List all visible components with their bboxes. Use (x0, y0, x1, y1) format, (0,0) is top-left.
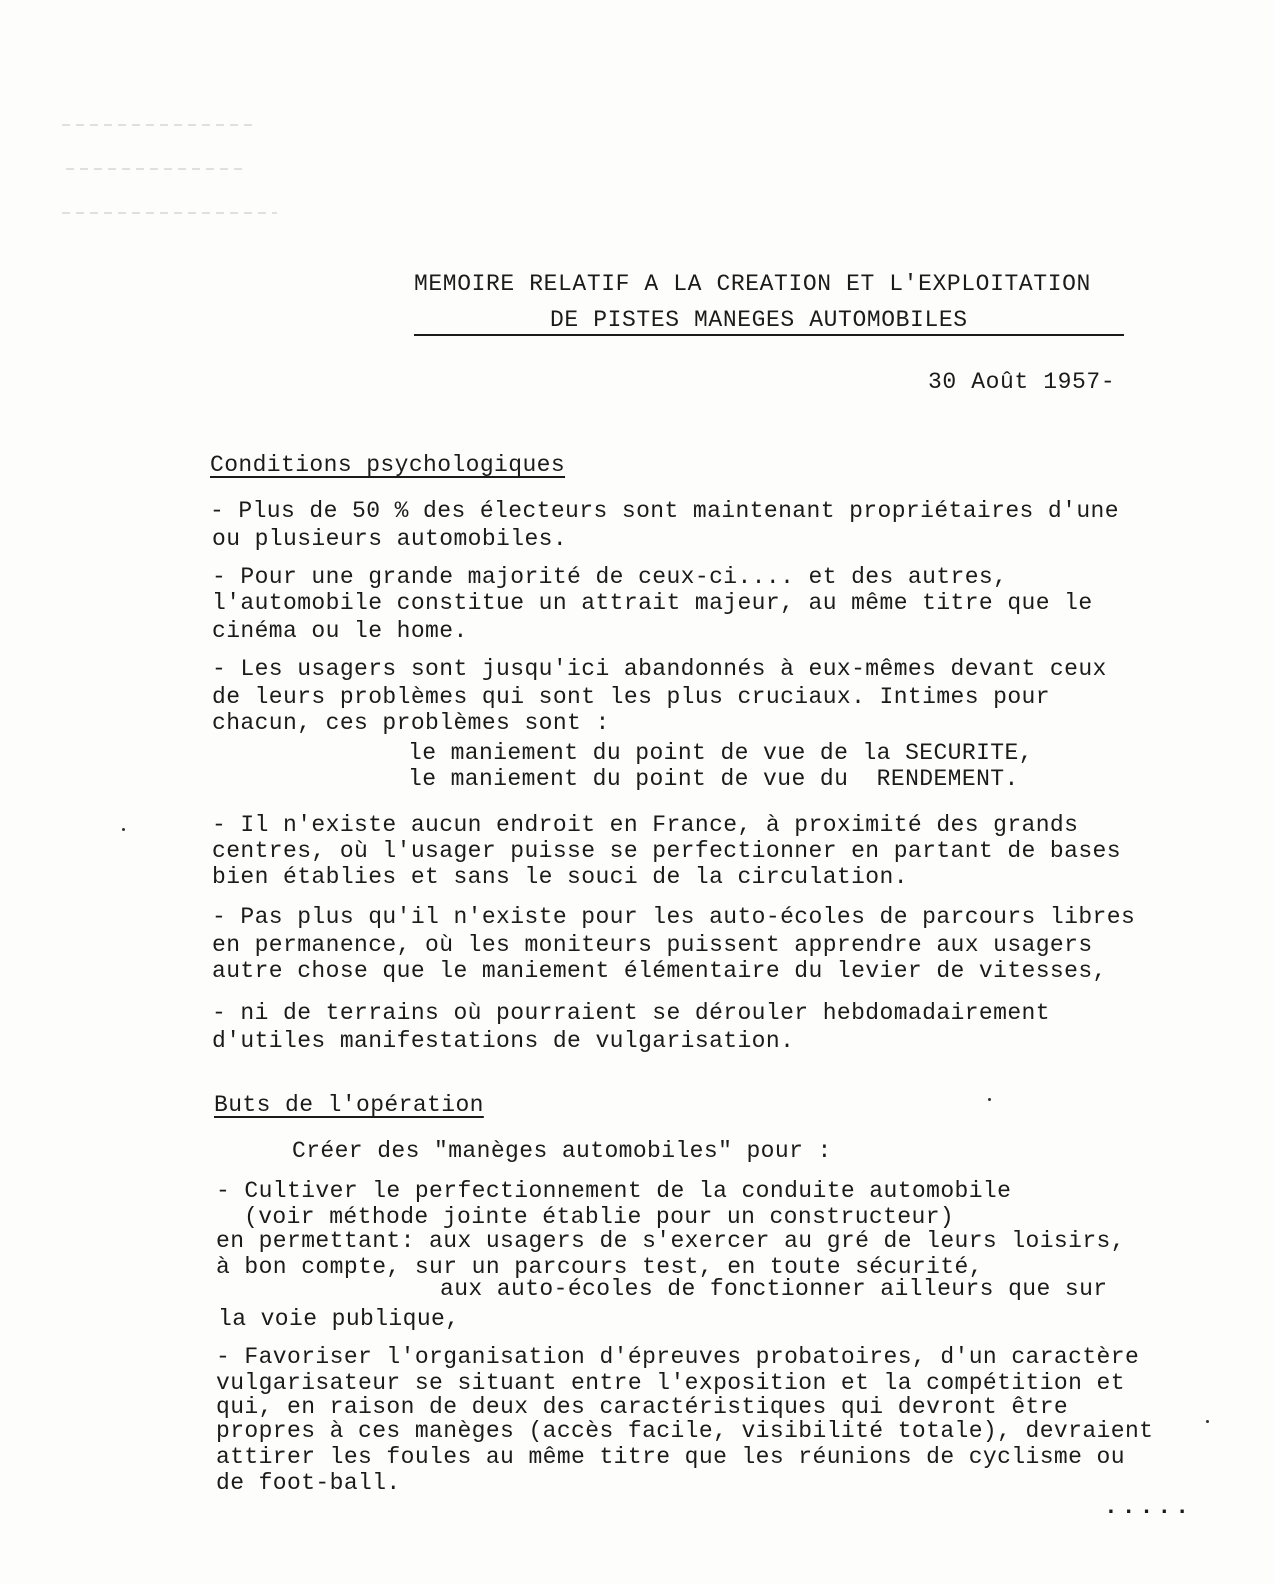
paragraph-line: de leurs problèmes qui sont les plus cruciaux. Intimes pour (212, 684, 1050, 710)
title-line-1: MEMOIRE RELATIF A LA CREATION ET L'EXPLOITATION (414, 271, 1091, 297)
paragraph-line: - Favoriser l'organisation d'épreuves probatoires, d'un caractère (216, 1344, 1140, 1370)
paragraph-line: bien établies et sans le souci de la circulation. (212, 864, 908, 890)
section-heading-buts: Buts de l'opération (214, 1092, 484, 1118)
paragraph-line: cinéma ou le home. (212, 618, 468, 644)
indented-line: le maniement du point de vue du RENDEMENT. (408, 766, 1019, 792)
continuation-dots: ..... (1104, 1494, 1194, 1520)
paragraph-line: - Cultiver le perfectionnement de la conduite automobile (216, 1178, 1012, 1204)
paragraph-line: propres à ces manèges (accès facile, visibilité totale), devraient (216, 1418, 1154, 1444)
paragraph-line: - Les usagers sont jusqu'ici abandonnés à eux-mêmes devant ceux (212, 656, 1107, 682)
paragraph-line: - Pour une grande majorité de ceux-ci.... et des autres, (212, 564, 1008, 590)
paragraph-line: - ni de terrains où pourraient se dérouler hebdomadairement (212, 1000, 1050, 1026)
paragraph-line: l'automobile constitue un attrait majeur, au même titre que le (212, 590, 1093, 616)
intro-line: Créer des "manèges automobiles" pour : (292, 1138, 832, 1164)
paragraph-line: en permanence, où les moniteurs puissent apprendre aux usagers (212, 932, 1093, 958)
paragraph-line: en permettant: aux usagers de s'exercer au gré de leurs loisirs, (216, 1228, 1125, 1254)
paragraph-line: vulgarisateur se situant entre l'exposition et la compétition et (216, 1370, 1125, 1396)
paragraph-line: centres, où l'usager puisse se perfectionner en partant de bases (212, 838, 1121, 864)
document-date: 30 Août 1957- (928, 369, 1116, 395)
faded-letterhead-line (66, 168, 246, 170)
paragraph-line: la voie publique, (218, 1306, 460, 1332)
paper-speck (1206, 1420, 1209, 1423)
title-line-2: DE PISTES MANEGES AUTOMOBILES (550, 307, 968, 333)
paragraph-line: chacun, ces problèmes sont : (212, 710, 610, 736)
paragraph-line: à bon compte, sur un parcours test, en toute sécurité, (216, 1254, 983, 1280)
indented-line: aux auto-écoles de fonctionner ailleurs que sur (440, 1276, 1108, 1302)
paragraph-line: qui, en raison de deux des caractéristiques qui devront être (216, 1394, 1069, 1420)
paragraph-line: attirer les foules au même titre que les réunions de cyclisme ou (216, 1444, 1125, 1470)
title-underline (414, 334, 1124, 336)
paper-speck (122, 828, 125, 831)
paragraph-line: ou plusieurs automobiles. (212, 526, 568, 552)
paragraph-line: - Il n'existe aucun endroit en France, à proximité des grands (212, 812, 1079, 838)
paper-speck (988, 1098, 991, 1101)
paragraph-line: de foot-ball. (216, 1470, 401, 1496)
section-heading-conditions: Conditions psychologiques (210, 452, 566, 478)
faded-letterhead-line (62, 212, 277, 214)
paragraph-line: - Pas plus qu'il n'existe pour les auto-écoles de parcours libres (212, 904, 1136, 930)
paragraph-line: d'utiles manifestations de vulgarisation. (212, 1028, 795, 1054)
indented-line: le maniement du point de vue de la SECURITE, (408, 740, 1033, 766)
paragraph-line: - Plus de 50 % des électeurs sont maintenant propriétaires d'une (210, 498, 1119, 524)
faded-letterhead-line (62, 124, 252, 126)
paragraph-line: autre chose que le maniement élémentaire du levier de vitesses, (212, 958, 1107, 984)
paragraph-line: (voir méthode jointe établie pour un constructeur) (244, 1204, 955, 1230)
